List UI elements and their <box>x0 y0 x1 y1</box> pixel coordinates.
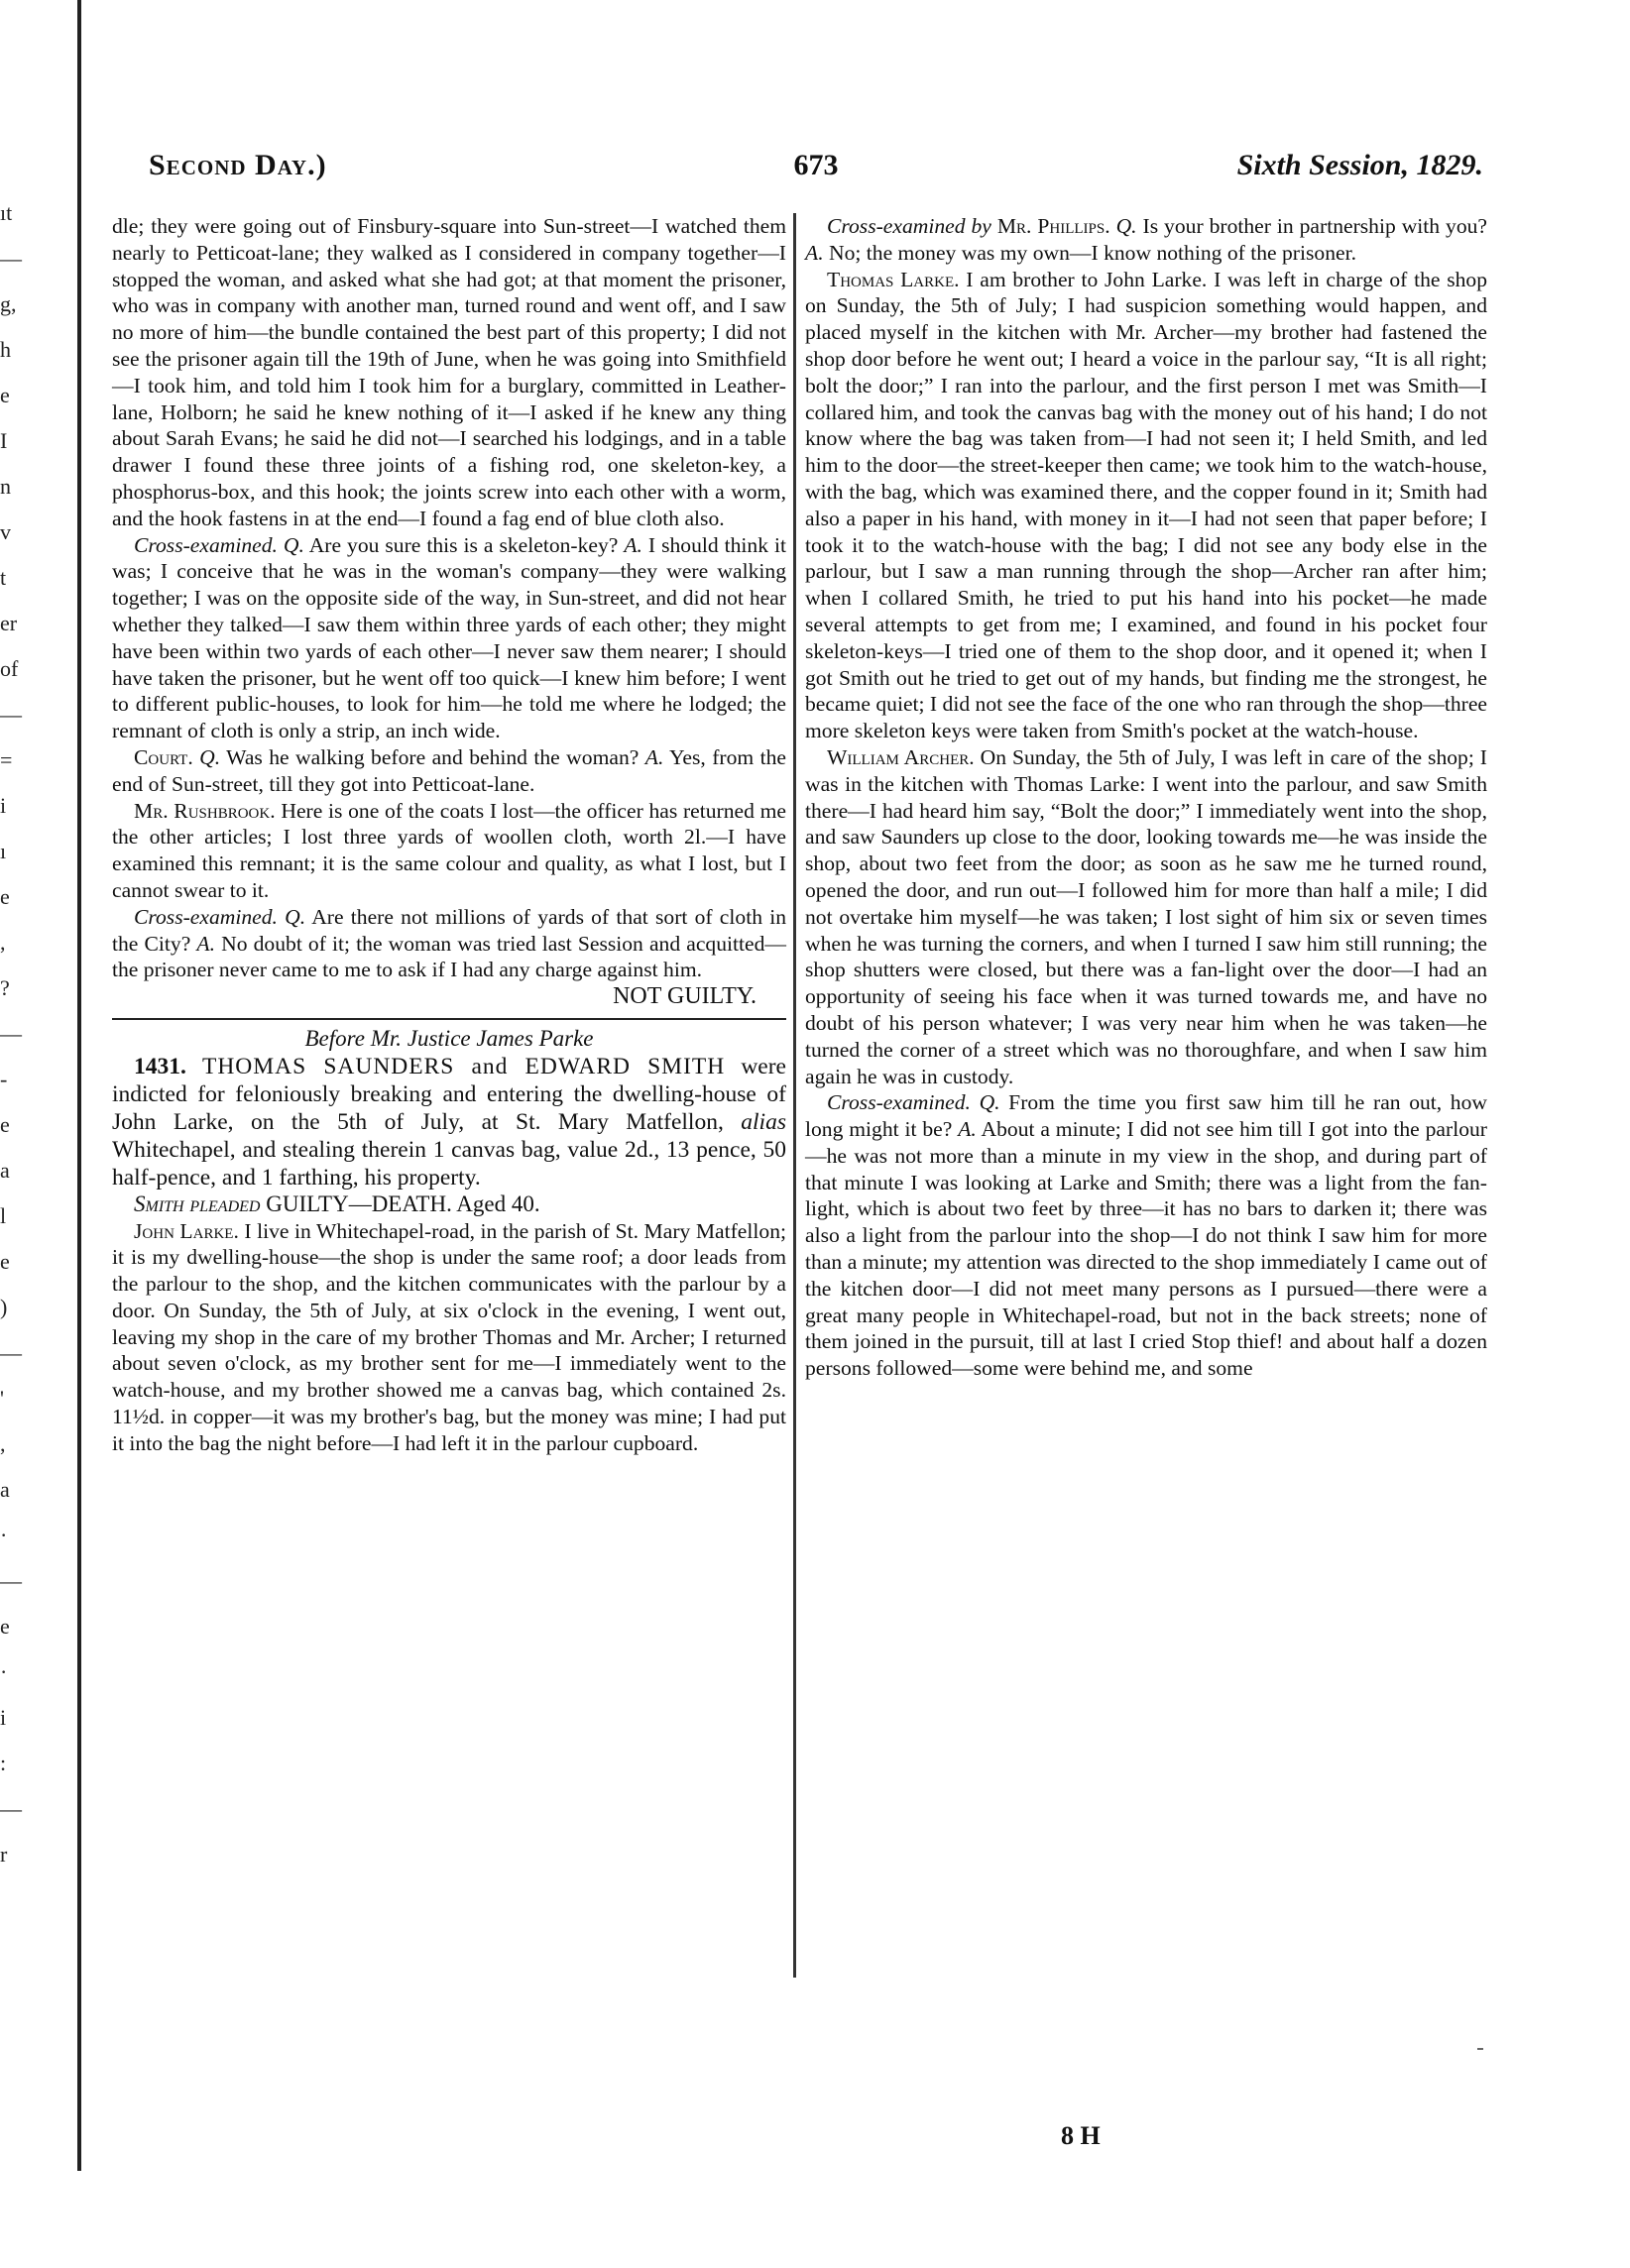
bleed-glyph: : <box>0 1751 7 1775</box>
bleed-glyph: a <box>0 1477 10 1502</box>
plea-line: Smith pleaded GUILTY—DEATH. Aged 40. <box>134 1191 540 1216</box>
bleed-glyph: — <box>0 246 22 271</box>
testimony-paragraph: dle; they were going out of Finsbury-square into Sun-street—I watched them nearly to Petticoat-lane; they walked as I considered in company together—I stopped the woman, and asked what she had got; at that moment the prisoner, who was in company with another man, turned round and went off, and I saw no more of him—the bundle contained the best part of this property; I did not see the prisoner again till the 19th of June, when he was going into Smithfield—I took him, and told him I took him for a burglary, committed in Leather-lane, Holborn; he said he knew nothing of it—I asked if he knew any thing about Sarah Evans; he said he did not—I searched his lodgings, and in a table drawer I found these three joints of a fishing rod, one skeleton-key, a phosphorus-box, and this hook; the joints screw into each other with a worm, and the hook fastens in at the end—I found a fag end of blue cloth also. <box>112 214 786 530</box>
column-divider <box>793 213 796 1978</box>
facing-page-bleed <box>0 198 26 1883</box>
bleed-glyph: ) <box>0 1295 8 1319</box>
bleed-glyph: l <box>0 1203 7 1228</box>
bleed-glyph: I <box>0 428 8 453</box>
bleed-glyph: , <box>0 930 6 955</box>
bleed-glyph: h <box>0 337 11 362</box>
witness-paragraph: Thomas Larke. I am brother to John Larke. I was left in charge of the shop on Sunday, the 5th of July; I had suspicion something would happen, and placed myself in the kitchen with Mr. Archer—my brother had fastened the shop door before he went out; I heard a voice in the parlour say, “It is all right; bolt the door;” I ran into the parlour, and the first person I met was Smith—I collared him, and took the canvas bag with the money out of his hand; I do not know where the bag was taken from—I had not seen it; I held Smith, and led him to the door—the street-keeper then came; we took him to the watch-house, with the bag, which was examined there, and the copper found in it; Smith had also a paper in his hand, with money in it—I had not seen that paper before; I took it to the watch-house with the bag; I did not see any body else in the parlour, but I saw a man running through the shop—Archer ran after him; when I collared Smith, he tried to put his hand into his pocket—he made several attempts to get from me; I examined, and found in his pocket four skeleton-keys—I tried one of them to the shop door, and it opened it; when I got Smith out he tried to get out of my hands, but finding me the strongest, he became quiet; I did not see the face of the one who ran through the shop—three more skeleton keys were taken from Smith's pocket at the watch-house. <box>805 267 1487 743</box>
bleed-glyph: e <box>0 1614 10 1639</box>
right-column <box>805 213 1487 1382</box>
bleed-glyph: — <box>0 702 22 727</box>
bleed-glyph: ı <box>0 839 7 863</box>
bleed-glyph: i <box>0 1705 7 1730</box>
bleed-glyph: i <box>0 793 7 818</box>
signature-mark: 8 H <box>1061 2121 1101 2150</box>
verdict: NOT GUILTY. <box>613 983 757 1010</box>
bleed-glyph: a <box>0 1158 10 1183</box>
stray-mark <box>1477 2048 1483 2050</box>
witness-paragraph: John Larke. I live in Whitechapel-road, in the parish of St. Mary Matfellon; it is my dwelling-house—the shop is under the same roof; a door leads from the parlour to the shop, and the kitchen communicates with the parlour by a door. On Sunday, the 5th of July, at six o'clock in the evening, I went out, leaving my shop in the care of my brother Thomas and Mr. Archer; I returned about seven o'clock, as my brother sent for me—I immediately went to the watch-house, and my brother showed me a canvas bag, which contained 2s. 11½d. in copper—it was my brother's bag, but the money was mine; I had put it into the bag the night before—I had left it in the parlour cupboard. <box>112 1218 786 1455</box>
running-head-left: Second Day.) <box>149 149 327 181</box>
bleed-glyph: ' <box>0 1386 4 1411</box>
bleed-glyph: t <box>0 565 7 590</box>
bleed-glyph: n <box>0 474 11 499</box>
cross-examination-paragraph: Cross-examined by Mr. Phillips. Q. Is your brother in partnership with you? A. No; the money was my own—I know nothing of the prisoner. <box>805 214 1488 265</box>
witness-paragraph: William Archer. On Sunday, the 5th of July, I was left in care of the shop; I was in the kitchen with Thomas Larke: I went into the parlour, and saw Smith there—I had heard him say, “Bolt the door;” I immediately went into the shop, and saw Saunders up close to the door, looking towards me—he was inside the shop, about two feet from the door; as soon as he saw me he turned round, opened the door, and run out—I followed him for more than half a mile; I did not overtake him myself—he was taken; I lost sight of him six or seven times when he was turning the corners, and when I turned I saw him still running; the shop shutters were closed, but there was a fan-light over the door—I had an opportunity of seeing his face when it was turned towards me, and have no doubt of his person whatever; I was very near him when he was taken—he turned the corner of a street which was no thoroughfare, and when I saw him again he was in custody. <box>805 744 1487 1088</box>
bleed-glyph: · <box>0 1523 8 1547</box>
judge-heading: Before Mr. Justice James Parke <box>304 1025 594 1051</box>
running-head-right: Sixth Session, 1829. <box>1236 149 1483 181</box>
bleed-glyph: of <box>0 656 19 681</box>
bleed-glyph: e <box>0 383 10 407</box>
left-column <box>112 213 786 1457</box>
bleed-glyph: g, <box>0 291 17 316</box>
cross-examination-paragraph: Cross-examined. Q. Are you sure this is a skeleton-key? A. I should think it was; I conceive that he was in the woman's company—they were walking together; I was on the opposite side of the way, in Sun-street, and did not hear whether they talked—I saw them within three yards of each other; they might have been within two yards of each other—I never saw them nearer; I should have taken the prisoner, but he went off too quick—I knew him before; I went to different public-houses, to look for him—he told me where he lodged; the remnant of cloth is only a strip, an inch wide. <box>112 532 786 743</box>
bleed-glyph: v <box>0 519 11 544</box>
bleed-glyph: e <box>0 1249 10 1274</box>
bleed-glyph: · <box>0 1659 8 1684</box>
bleed-glyph: — <box>0 1568 22 1593</box>
cross-examination-paragraph: Cross-examined. Q. Are there not millions of yards of that sort of cloth in the City? A. No doubt of it; the woman was tried last Session and acquitted—the prisoner never came to me to ask if I had any charge against him. <box>112 904 787 982</box>
bleed-glyph: e <box>0 1112 10 1137</box>
bleed-glyph: — <box>0 1796 22 1821</box>
bleed-glyph: ? <box>0 975 10 1000</box>
running-head <box>149 149 1483 188</box>
gutter-shadow <box>77 0 81 2171</box>
bleed-glyph: = <box>0 747 13 772</box>
bleed-glyph: - <box>0 1067 8 1091</box>
witness-paragraph: Mr. Rushbrook. Here is one of the coats I lost—the officer has returned me the other articles; I lost three yards of woollen cloth, worth 2l.—I have examined this remnant; it is the same colour and quality, as what I lost, but I cannot swear to it. <box>112 798 787 902</box>
bleed-glyph: er <box>0 611 18 635</box>
bleed-glyph: — <box>0 1021 22 1046</box>
page-number: 673 <box>793 149 839 181</box>
bleed-glyph: ıt <box>0 200 13 225</box>
bleed-glyph: — <box>0 1340 22 1365</box>
court-question-paragraph: Court. Q. Was he walking before and behind the woman? A. Yes, from the end of Sun-street, till they got into Petticoat-lane. <box>112 744 786 796</box>
case-heading: 1431. THOMAS SAUNDERS and EDWARD SMITH were indicted for feloniously breaking and entering the dwelling-house of John Larke, on the 5th of July, at St. Mary Matfellon, alias Whitechapel, and stealing therein 1 canvas bag, value 2d., 13 pence, 50 half-pence, and 1 farthing, his property. <box>112 1053 786 1191</box>
bleed-glyph: , <box>0 1431 6 1456</box>
bleed-glyph: r <box>0 1842 8 1867</box>
cross-examination-paragraph: Cross-examined. Q. From the time you first saw him till he ran out, how long might it be? A. About a minute; I did not see him till I got into the parlour—he was not more than a minute in my view in the shop, and during part of that minute I was looking at Larke and Smith; there was a light from the fan-light, which is about two feet by three—it has no bars to darken it; there was also a light from the parlour into the shop—I do not think I saw him for more than a minute; my attention was directed to the shop immediately I came out of the kitchen door—I did not meet many persons as I pursued—there were a great many people in Whitechapel-road, but not in the back streets; none of them joined in the pursuit, till at last I cried Stop thief! and about half a dozen persons followed—some were behind me, and some <box>805 1090 1487 1381</box>
section-rule <box>112 1018 786 1020</box>
bleed-glyph: e <box>0 884 10 909</box>
